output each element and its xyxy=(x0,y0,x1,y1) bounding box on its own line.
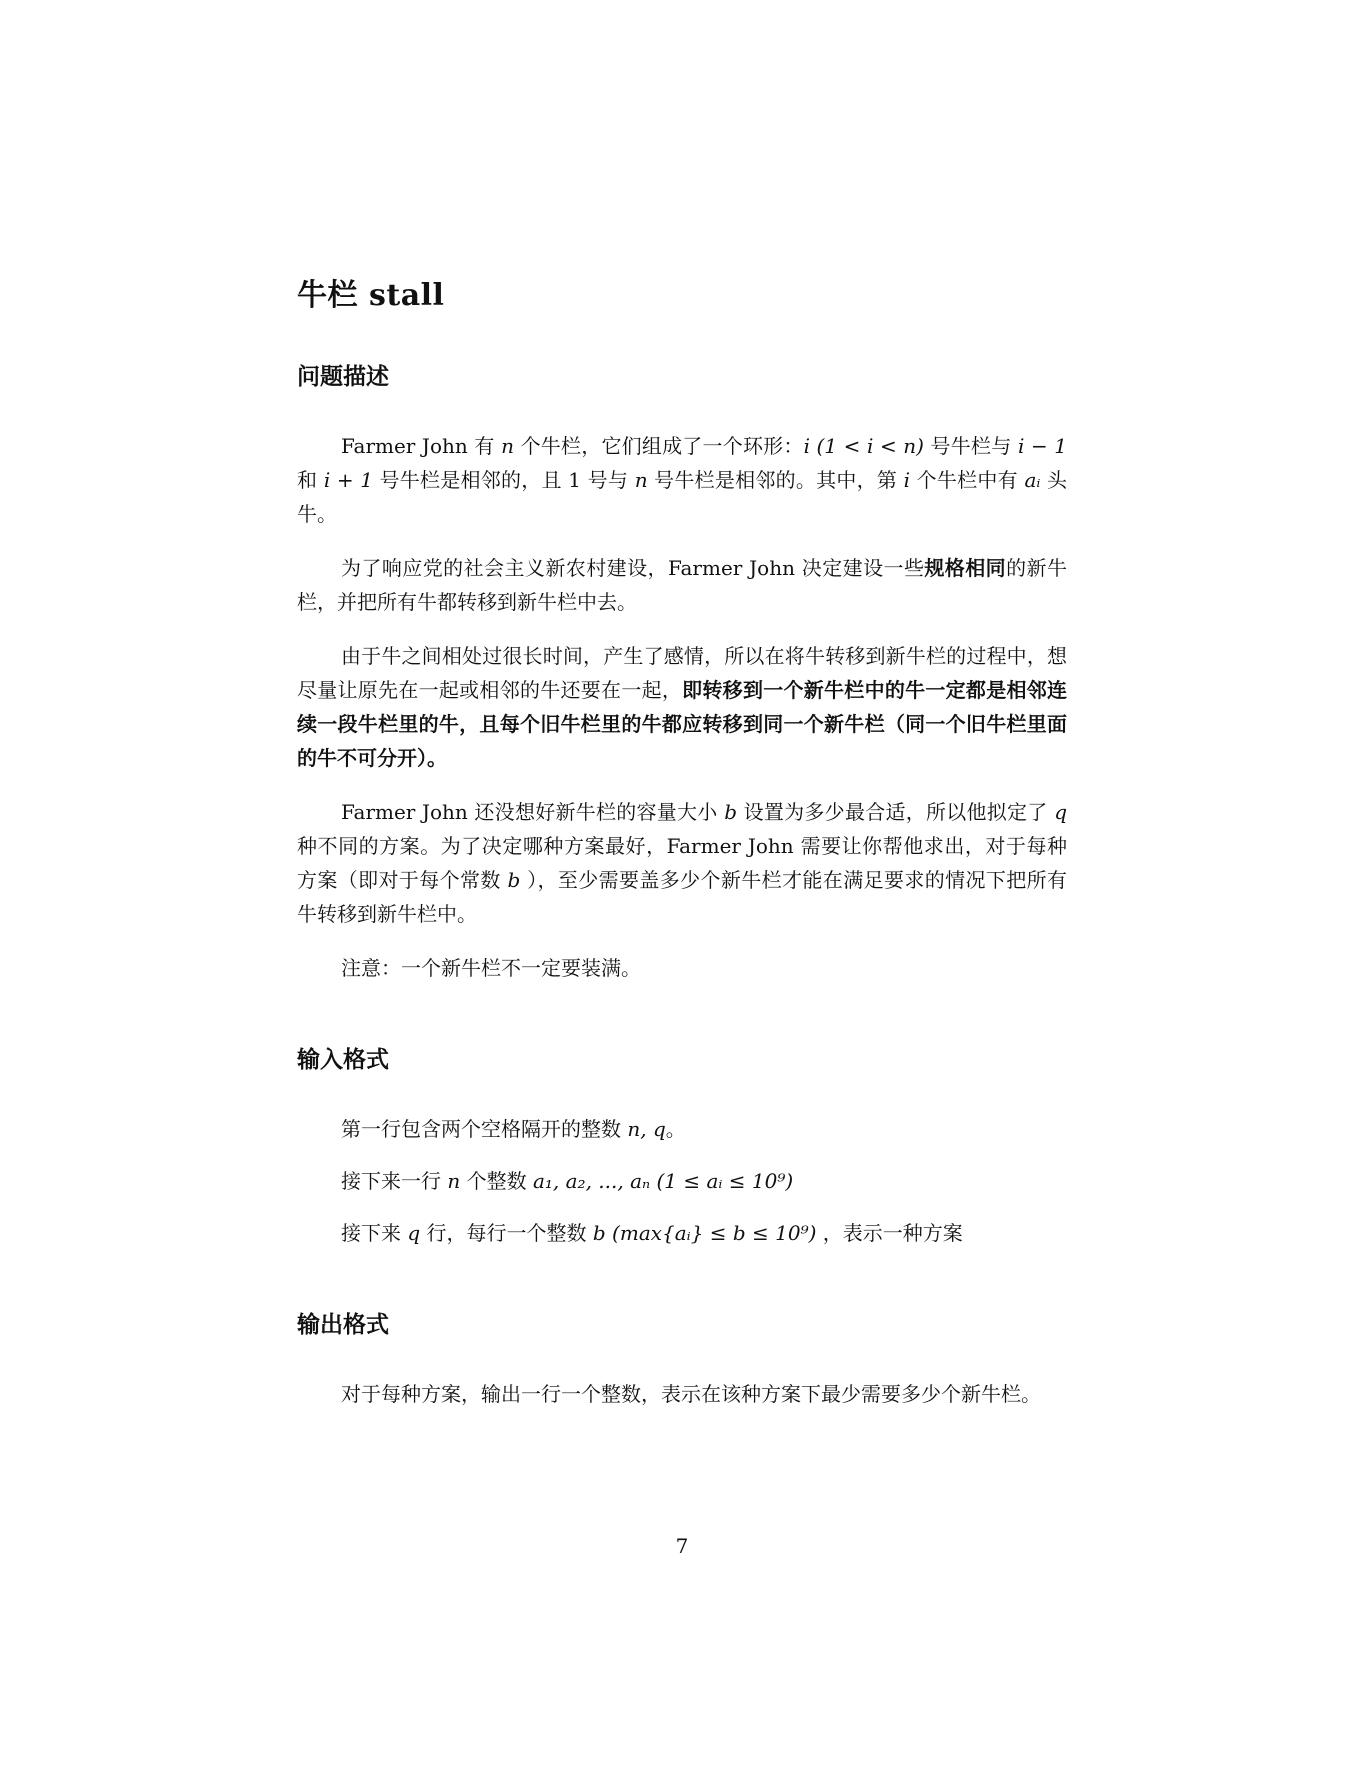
math-i: i xyxy=(903,468,911,492)
input-line-2 xyxy=(341,1164,1067,1198)
text-run: 个牛栏中有 xyxy=(910,468,1025,492)
text-run: 。 xyxy=(665,1117,686,1141)
output-paragraph: 对于每种方案，输出一行一个整数，表示在该种方案下最少需要多少个新牛栏。 xyxy=(341,1382,1041,1406)
math-b: b xyxy=(724,800,738,824)
math-n: n xyxy=(447,1169,461,1193)
text-run: 接下来一行 xyxy=(341,1169,448,1193)
text-run: ），至少需要盖多少个新牛栏才能在满足要求的情况下把所有牛转移到新牛栏中。 xyxy=(297,868,1067,926)
text-run: 个牛栏，它们组成了一个环形： xyxy=(514,434,804,458)
text-run: ，表示一种方案 xyxy=(816,1221,963,1245)
text-run: 的新牛栏，并把所有牛都转移到新牛栏中去。 xyxy=(297,556,1067,614)
text-run: 号牛栏是相邻的，且 1 号与 xyxy=(372,468,635,492)
math-sequence: a₁, a₂, ..., aₙ (1 ≤ aᵢ ≤ 10⁹) xyxy=(532,1169,794,1193)
text-run: 行，每行一个整数 xyxy=(420,1221,593,1245)
text-run: 设置为多少最合适，所以他拟定了 xyxy=(737,800,1055,824)
section-heading-output: 输出格式 xyxy=(297,1312,389,1338)
math-n: n xyxy=(634,468,648,492)
text-run: 号牛栏是相邻的。其中，第 xyxy=(647,468,904,492)
section-heading-problem: 问题描述 xyxy=(297,364,389,390)
input-line-1 xyxy=(341,1112,1067,1146)
text-run: 第一行包含两个空格隔开的整数 xyxy=(341,1117,628,1141)
problem-title: 牛栏 stall xyxy=(297,278,445,313)
problem-paragraph-2 xyxy=(297,551,1067,619)
math-i-minus-1: i − 1 xyxy=(1018,434,1068,458)
math-q: q xyxy=(407,1221,421,1245)
text-run: 为了响应党的社会主义新农村建设，Farmer John 决定建设一些 xyxy=(341,556,925,580)
math-i-range: i (1 < i < n) xyxy=(803,434,924,458)
emphasis-text: 即转移到一个新牛栏中的牛一定都是相邻连续一段牛栏里的牛，且每个旧牛栏里的牛都应转移到同一个新牛栏（同一个旧牛栏里面的牛不可分开）。 xyxy=(297,678,1068,770)
text-run: 种不同的方案。为了决定哪种方案最好，Farmer John 需要让你帮他求出，对于每种方案（即对于每个常数 xyxy=(297,834,1067,892)
emphasis-text: 规格相同 xyxy=(924,556,1007,580)
math-b: b xyxy=(507,868,521,892)
page-number: 7 xyxy=(675,1534,689,1558)
input-line-3 xyxy=(341,1216,1067,1250)
problem-paragraph-1 xyxy=(297,429,1067,531)
text-run: 个整数 xyxy=(460,1169,533,1193)
text-run: Farmer John 还没想好新牛栏的容量大小 xyxy=(341,800,725,824)
text-run: 和 xyxy=(297,468,324,492)
math-n: n xyxy=(501,434,515,458)
text-run: Farmer John 有 xyxy=(341,434,502,458)
text-run: 号牛栏与 xyxy=(923,434,1018,458)
document-content xyxy=(297,270,1067,1431)
problem-paragraph-3 xyxy=(297,639,1067,775)
problem-paragraph-4 xyxy=(297,795,1067,931)
text-run: 头牛。 xyxy=(297,468,1068,526)
problem-note: 注意：一个新牛栏不一定要装满。 xyxy=(341,956,641,980)
math-n-q: n, q xyxy=(627,1117,666,1141)
text-run: 接下来 xyxy=(341,1221,408,1245)
section-heading-input: 输入格式 xyxy=(297,1047,389,1073)
math-i-plus-1: i + 1 xyxy=(323,468,373,492)
math-a-i: aᵢ xyxy=(1024,468,1041,492)
math-q: q xyxy=(1054,800,1068,824)
text-run: 由于牛之间相处过很长时间，产生了感情，所以在将牛转移到新牛栏的过程中，想尽量让原先在一起或相邻的牛还要在一起， xyxy=(297,644,1067,702)
math-b-range: b (max{aᵢ} ≤ b ≤ 10⁹) xyxy=(592,1221,817,1245)
